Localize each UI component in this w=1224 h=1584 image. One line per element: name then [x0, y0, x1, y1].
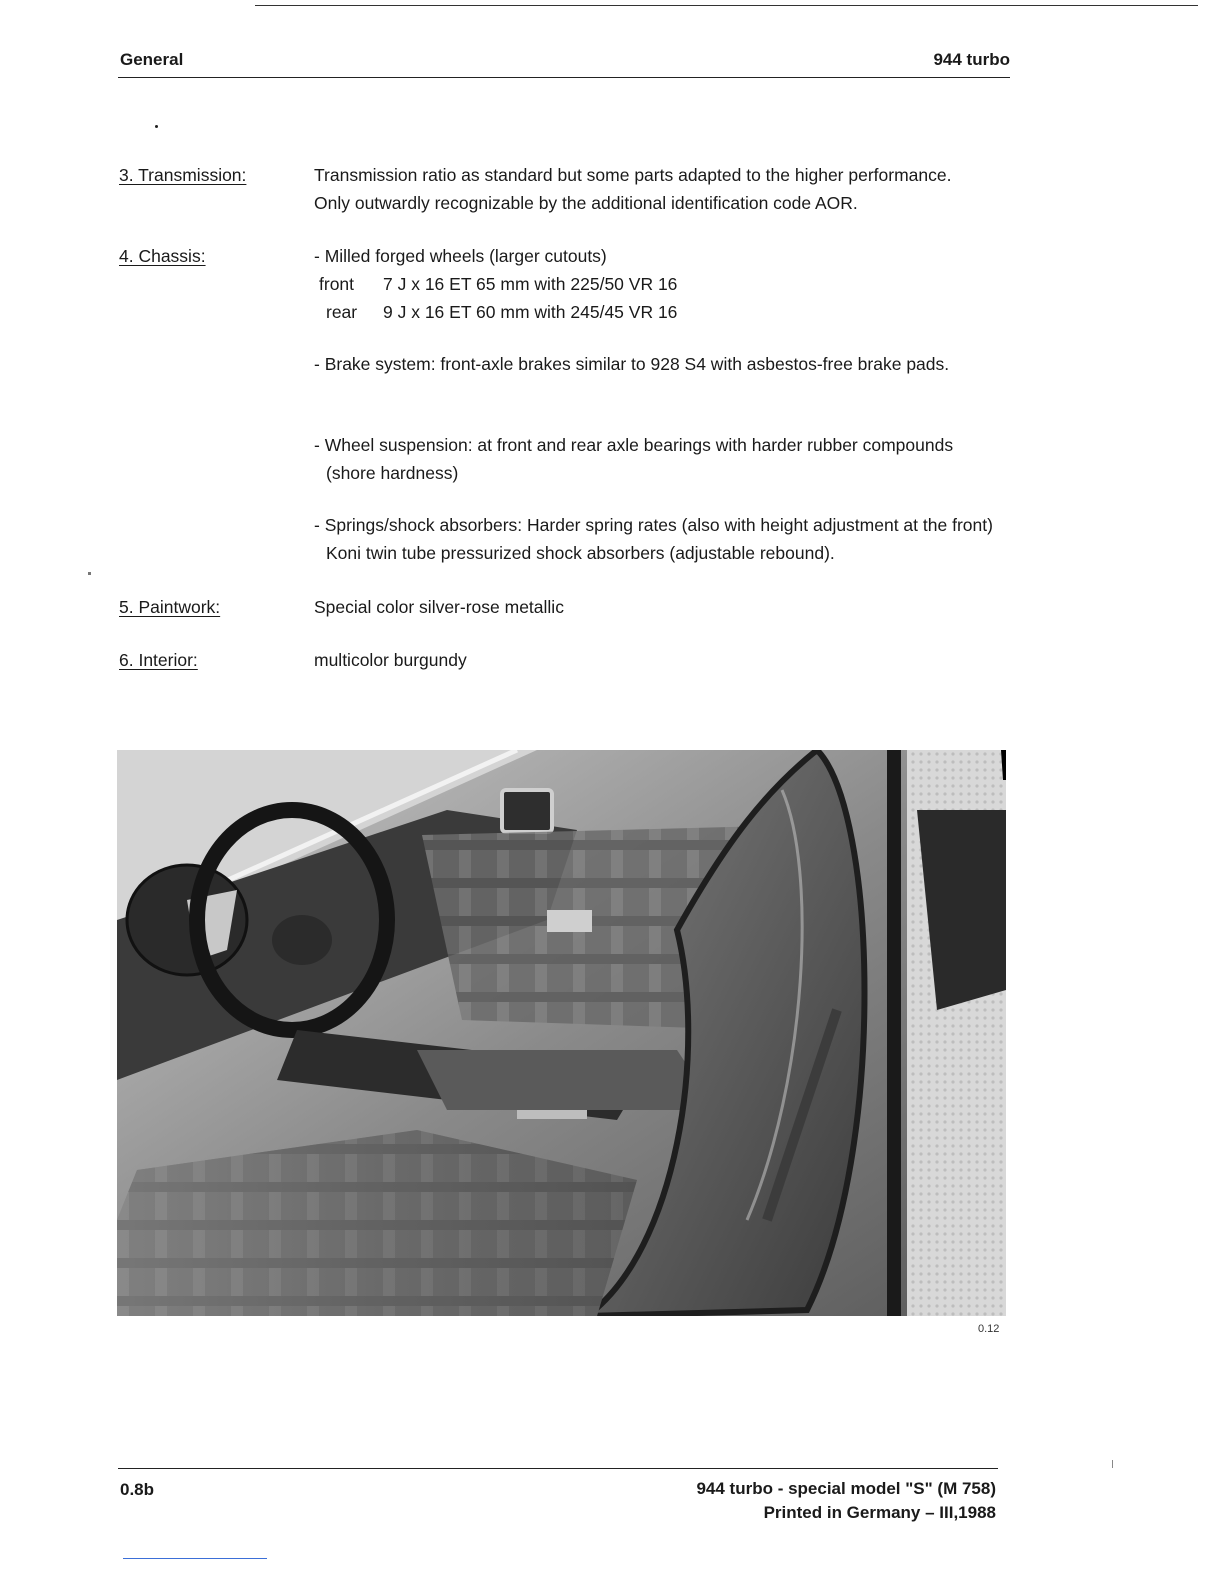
- wheel-spec-row: [319, 298, 677, 326]
- interior-photo-drawing: [117, 750, 1006, 1316]
- chassis-wheels-line: - Milled forged wheels (larger cutouts): [314, 246, 607, 266]
- stray-dot: [155, 125, 158, 128]
- transmission-label: 3. Transmission:: [119, 165, 247, 185]
- interior-photo: [117, 750, 1006, 1316]
- chassis-brakes: - Brake system: front-axle brakes similar to 928 S4 with asbestos-free brake pads.: [314, 354, 950, 374]
- bottom-blue-rule: [123, 1558, 267, 1559]
- scan-speck: [88, 572, 91, 575]
- footer-rule: [118, 1468, 998, 1469]
- interior-text: multicolor burgundy: [314, 650, 467, 670]
- wheel-spec: 9 J x 16 ET 60 mm with 245/45 VR 16: [383, 302, 678, 322]
- springs-line: Koni twin tube pressurized shock absorbers (adjustable rebound).: [326, 543, 835, 563]
- footer-publication: [696, 1477, 996, 1525]
- suspension-line: (shore hardness): [326, 463, 459, 483]
- suspension-line: - Wheel suspension: at front and rear axle bearings with harder rubber compounds: [314, 435, 954, 455]
- wheel-spec-table: [319, 270, 677, 326]
- header-rule: [118, 77, 1010, 78]
- interior-label: 6. Interior:: [119, 650, 198, 670]
- footer-printed: Printed in Germany – III,1988: [763, 1503, 996, 1522]
- footer-title: 944 turbo - special model "S" (M 758): [696, 1479, 996, 1498]
- chassis-suspension: [314, 431, 953, 487]
- header-model-name: 944 turbo: [933, 50, 1010, 69]
- wheel-position: front: [319, 274, 355, 294]
- transmission-line: Only outwardly recognizable by the additional identification code AOR.: [314, 193, 858, 213]
- springs-line: - Springs/shock absorbers: Harder spring rates (also with height adjustment at the front): [314, 515, 993, 535]
- transmission-text: [314, 161, 951, 217]
- figure-number: 0.12: [978, 1323, 1000, 1335]
- chassis-springs: [314, 511, 993, 567]
- wheel-spec: 7 J x 16 ET 65 mm with 225/50 VR 16: [383, 274, 678, 294]
- margin-tick: [1112, 1460, 1113, 1468]
- chassis-label: 4. Chassis:: [119, 246, 206, 266]
- wheel-position: rear: [326, 302, 358, 322]
- wheel-spec-row: [319, 270, 677, 298]
- paintwork-text: Special color silver-rose metallic: [314, 597, 564, 617]
- header-section-title: General: [120, 50, 184, 69]
- transmission-line: Transmission ratio as standard but some parts adapted to the higher performance.: [314, 165, 952, 185]
- top-rule: [255, 5, 1198, 6]
- paintwork-label: 5. Paintwork:: [119, 597, 221, 617]
- footer-page-number: 0.8b: [120, 1480, 155, 1499]
